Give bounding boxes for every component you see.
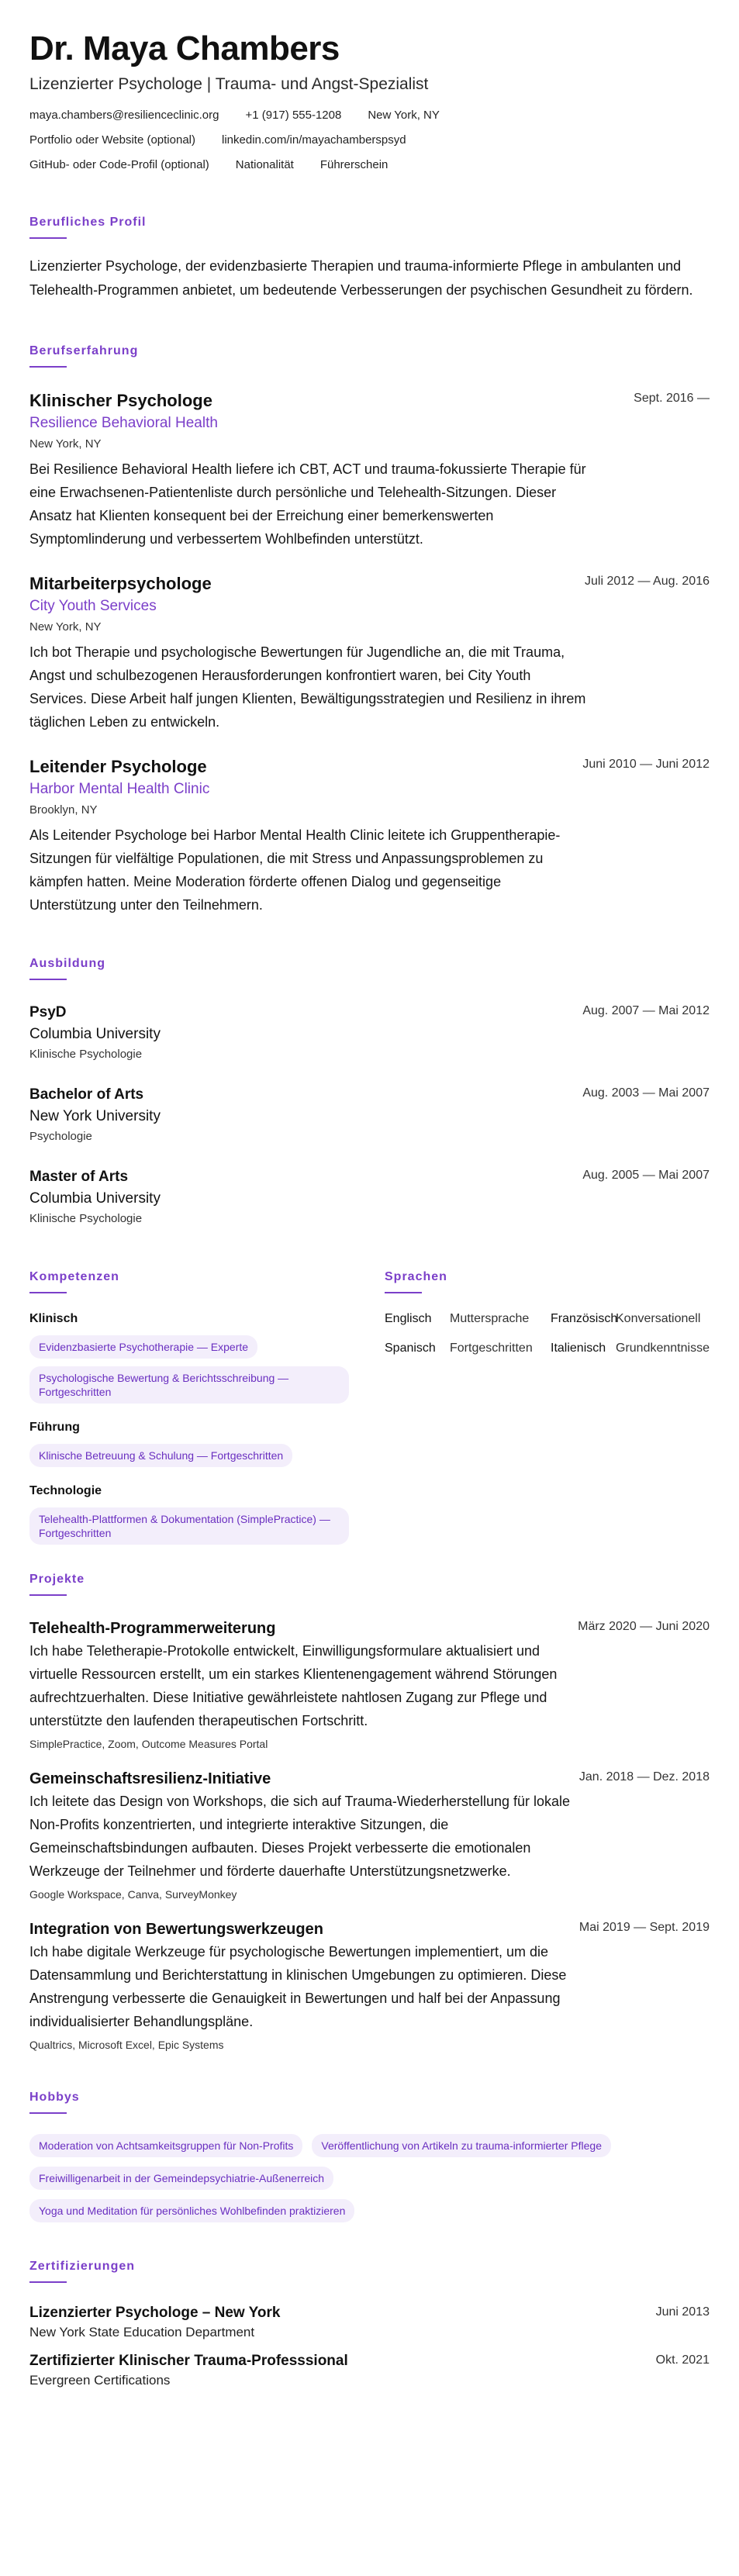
experience-description: Bei Resilience Behavioral Health liefere ich CBT, ACT und trauma-fokussierte Therapie für eine Erwachsenen-Patientenliste durch persönliche und Telehealth-Sitzungen. Dieser Ansatz hat Klienten konsequent bei der Erreichung einer bemerkenswerten Symptomlinderung und verbessertem Wohlbefinden unterstützt. bbox=[29, 461, 586, 547]
section-divider bbox=[29, 1594, 67, 1596]
hobby-chip-list bbox=[29, 2125, 710, 2222]
section-title-certifications: Zertifizierungen bbox=[29, 2260, 136, 2273]
education-school: New York University bbox=[29, 1108, 161, 1124]
skill-category: Führung bbox=[29, 1421, 80, 1434]
project-tools: SimplePractice, Zoom, Outcome Measures Portal bbox=[29, 1738, 268, 1750]
contact-license: Führerschein bbox=[319, 158, 388, 171]
section-divider bbox=[385, 1292, 422, 1293]
certification-title: Zertifizierter Klinischer Trauma-Professsional bbox=[29, 2353, 348, 2369]
education-entry bbox=[29, 1166, 710, 1228]
language-name: Französisch bbox=[551, 1312, 618, 1325]
language-name: Italienisch bbox=[551, 1342, 606, 1355]
certification-date: Okt. 2021 bbox=[655, 2353, 710, 2367]
certification-issuer: New York State Education Department bbox=[29, 2325, 255, 2339]
section-divider bbox=[29, 2112, 67, 2114]
skills-languages-row bbox=[29, 1269, 710, 1571]
language-level: Fortgeschritten bbox=[450, 1342, 533, 1355]
project-entry bbox=[29, 1768, 710, 1903]
experience-role: Leitender Psychologe bbox=[29, 757, 207, 776]
contact-row-extra bbox=[29, 157, 710, 174]
candidate-name: Dr. Maya Chambers bbox=[29, 29, 340, 67]
section-divider bbox=[29, 979, 67, 980]
hobby-chip: Freiwilligenarbeit in der Gemeindepsychiatrie-Außenerreich bbox=[29, 2167, 333, 2190]
language-row bbox=[385, 1340, 718, 1357]
contact-portfolio[interactable]: Portfolio oder Website (optional) bbox=[29, 133, 195, 147]
skill-chip: Evidenzbasierte Psychotherapie — Experte bbox=[29, 1335, 257, 1359]
language-level: Grundkenntnisse bbox=[616, 1342, 710, 1355]
education-dates: Aug. 2007 — Mai 2012 bbox=[582, 1004, 710, 1017]
profile-section bbox=[29, 214, 710, 302]
section-divider bbox=[29, 1292, 67, 1293]
language-name: Spanisch bbox=[385, 1342, 436, 1355]
experience-role: Klinischer Psychologe bbox=[29, 391, 212, 410]
project-entry bbox=[29, 1618, 710, 1752]
language-name: Englisch bbox=[385, 1312, 432, 1325]
section-title-experience: Berufserfahrung bbox=[29, 344, 139, 357]
project-dates: März 2020 — Juni 2020 bbox=[578, 1620, 710, 1633]
resume-header bbox=[29, 28, 710, 174]
experience-role: Mitarbeiterpsychologe bbox=[29, 574, 212, 593]
candidate-headline: Lizenzierter Psychologe | Trauma- und Angst-Spezialist bbox=[29, 75, 429, 93]
experience-dates: Sept. 2016 — bbox=[634, 392, 710, 405]
certification-entry bbox=[29, 2351, 710, 2390]
skill-chip: Telehealth-Plattformen & Dokumentation (SimplePractice) — Fortgeschritten bbox=[29, 1507, 349, 1545]
contact-location: New York, NY bbox=[368, 109, 440, 122]
hobbies-section bbox=[29, 2089, 710, 2222]
project-tools: Qualtrics, Microsoft Excel, Epic Systems bbox=[29, 2039, 224, 2051]
education-degree: PsyD bbox=[29, 1004, 67, 1020]
certifications-section bbox=[29, 2258, 710, 2390]
experience-entry bbox=[29, 755, 710, 917]
experience-organization: City Youth Services bbox=[29, 598, 157, 614]
project-description: Ich habe Teletherapie-Protokolle entwickelt, Einwilligungsformulare aktualisiert und virtuelle Ressourcen erstellt, um ein starkes Klientenengagement während Störungen aufrechtzuerhalten. Diese Initiative gewährleistete nahtlosen Zugang zur Pflege und unterstützte den laufenden therapeutischen Fortschritt. bbox=[29, 1643, 558, 1728]
language-level: Konversationell bbox=[616, 1312, 701, 1325]
contact-email[interactable]: maya.chambers@resilienceclinic.org bbox=[29, 109, 219, 122]
education-school: Columbia University bbox=[29, 1026, 161, 1042]
experience-description: Als Leitender Psychologe bei Harbor Mental Health Clinic leitete ich Gruppentherapie-Sitzungen für vielfältige Populationen, die mit Stress und Anpassungsproblemen zu kämpfen hatten. Meine Moderation förderte offenen Dialog und gegenseitige Unterstützung unter den Teilnehmern. bbox=[29, 827, 561, 913]
experience-description: Ich bot Therapie und psychologische Bewertungen für Jugendliche an, die mit Trauma, Angst und schulbezogenen Herausforderungen konfrontiert waren, bei City Youth Services. Diese Arbeit half jungen Klienten, Bewältigungsstrategien und Resilienz in ihrem täglichen Leben zu entwickeln. bbox=[29, 644, 586, 730]
contact-row-primary bbox=[29, 107, 710, 124]
contact-row-links bbox=[29, 132, 710, 149]
section-title-projects: Projekte bbox=[29, 1573, 85, 1586]
experience-dates: Juli 2012 — Aug. 2016 bbox=[584, 575, 710, 588]
education-entry bbox=[29, 1084, 710, 1146]
education-degree: Bachelor of Arts bbox=[29, 1086, 144, 1103]
contact-nationality: Nationalität bbox=[235, 158, 294, 171]
contact-phone[interactable]: +1 (917) 555-1208 bbox=[245, 109, 342, 122]
section-title-skills: Kompetenzen bbox=[29, 1270, 119, 1283]
certification-date: Juni 2013 bbox=[655, 2305, 710, 2319]
project-description: Ich leitete das Design von Workshops, die sich auf Trauma-Wiederherstellung für lokale Non-Profits konzentrierten, und integrierte interaktive Sitzungen, die Gemeinschaftsbindungen aufbauten. Dieses Projekt verbesserte die emotionalen Werkzeuge der Teilnehmer und förderte dauerhafte Unterstützungsnetzwerke. bbox=[29, 1794, 571, 1879]
education-dates: Aug. 2003 — Mai 2007 bbox=[582, 1086, 710, 1100]
experience-entry bbox=[29, 389, 710, 551]
project-description: Ich habe digitale Werkzeuge für psychologische Bewertungen implementiert, um die Datensammlung und Berichterstattung in klinischen Umgebungen zu optimieren. Diese Anstrengung verbesserte die Genauigkeit in Bewertungen und half bei der Anpassung individualisierter Behandlungspläne. bbox=[29, 1944, 567, 2029]
experience-entry bbox=[29, 572, 710, 734]
education-field: Klinische Psychologie bbox=[29, 1212, 143, 1225]
project-title: Telehealth-Programmerweiterung bbox=[29, 1620, 276, 1637]
language-level: Muttersprache bbox=[450, 1312, 530, 1325]
hobby-chip: Moderation von Achtsamkeitsgruppen für Non-Profits bbox=[29, 2134, 302, 2157]
skill-chip: Psychologische Bewertung & Berichtsschreibung — Fortgeschritten bbox=[29, 1366, 349, 1404]
experience-organization: Harbor Mental Health Clinic bbox=[29, 781, 210, 797]
profile-summary: Lizenzierter Psychologe, der evidenzbasierte Therapien und trauma-informierte Pflege in ambulanten und Telehealth-Programmen anbietet, um bedeutende Verbesserungen der psychischen Gesundheit zu fördern. bbox=[29, 258, 693, 298]
certification-issuer: Evergreen Certifications bbox=[29, 2373, 171, 2388]
experience-location: New York, NY bbox=[29, 620, 102, 634]
section-title-languages: Sprachen bbox=[385, 1270, 447, 1283]
section-title-profile: Berufliches Profil bbox=[29, 216, 147, 229]
experience-dates: Juni 2010 — Juni 2012 bbox=[582, 758, 710, 771]
contact-linkedin[interactable]: linkedin.com/in/mayachamberspsyd bbox=[222, 133, 406, 147]
project-entry bbox=[29, 1918, 710, 2053]
hobby-chip: Veröffentlichung von Artikeln zu trauma-informierter Pflege bbox=[312, 2134, 611, 2157]
experience-section bbox=[29, 343, 710, 917]
contact-github[interactable]: GitHub- oder Code-Profil (optional) bbox=[29, 158, 209, 171]
education-field: Klinische Psychologie bbox=[29, 1048, 143, 1061]
education-section bbox=[29, 955, 710, 1228]
resume-page bbox=[29, 28, 710, 2390]
project-dates: Jan. 2018 — Dez. 2018 bbox=[578, 1770, 710, 1784]
experience-location: New York, NY bbox=[29, 437, 102, 451]
project-dates: Mai 2019 — Sept. 2019 bbox=[578, 1921, 710, 1934]
skills-section bbox=[29, 1269, 355, 1545]
skill-chip: Klinische Betreuung & Schulung — Fortgeschritten bbox=[29, 1444, 292, 1467]
certification-entry bbox=[29, 2303, 710, 2342]
languages-section bbox=[385, 1269, 718, 1369]
education-field: Psychologie bbox=[29, 1130, 92, 1143]
hobby-chip: Yoga und Meditation für persönliches Wohlbefinden praktizieren bbox=[29, 2199, 354, 2222]
project-title: Gemeinschaftsresilienz-Initiative bbox=[29, 1770, 271, 1787]
section-title-hobbies: Hobbys bbox=[29, 2091, 80, 2104]
section-divider bbox=[29, 366, 67, 368]
section-title-education: Ausbildung bbox=[29, 957, 105, 970]
experience-location: Brooklyn, NY bbox=[29, 803, 98, 817]
education-school: Columbia University bbox=[29, 1190, 161, 1207]
section-divider bbox=[29, 2281, 67, 2283]
education-dates: Aug. 2005 — Mai 2007 bbox=[582, 1169, 710, 1182]
project-tools: Google Workspace, Canva, SurveyMonkey bbox=[29, 1888, 237, 1901]
education-degree: Master of Arts bbox=[29, 1169, 129, 1185]
certification-title: Lizenzierter Psychologe – New York bbox=[29, 2305, 281, 2321]
section-divider bbox=[29, 237, 67, 239]
skill-category: Klinisch bbox=[29, 1312, 78, 1325]
skill-category: Technologie bbox=[29, 1484, 102, 1497]
education-entry bbox=[29, 1002, 710, 1064]
languages-table bbox=[385, 1310, 718, 1357]
language-row bbox=[385, 1310, 718, 1328]
projects-section bbox=[29, 1571, 710, 2053]
project-title: Integration von Bewertungswerkzeugen bbox=[29, 1921, 323, 1938]
experience-organization: Resilience Behavioral Health bbox=[29, 415, 218, 431]
